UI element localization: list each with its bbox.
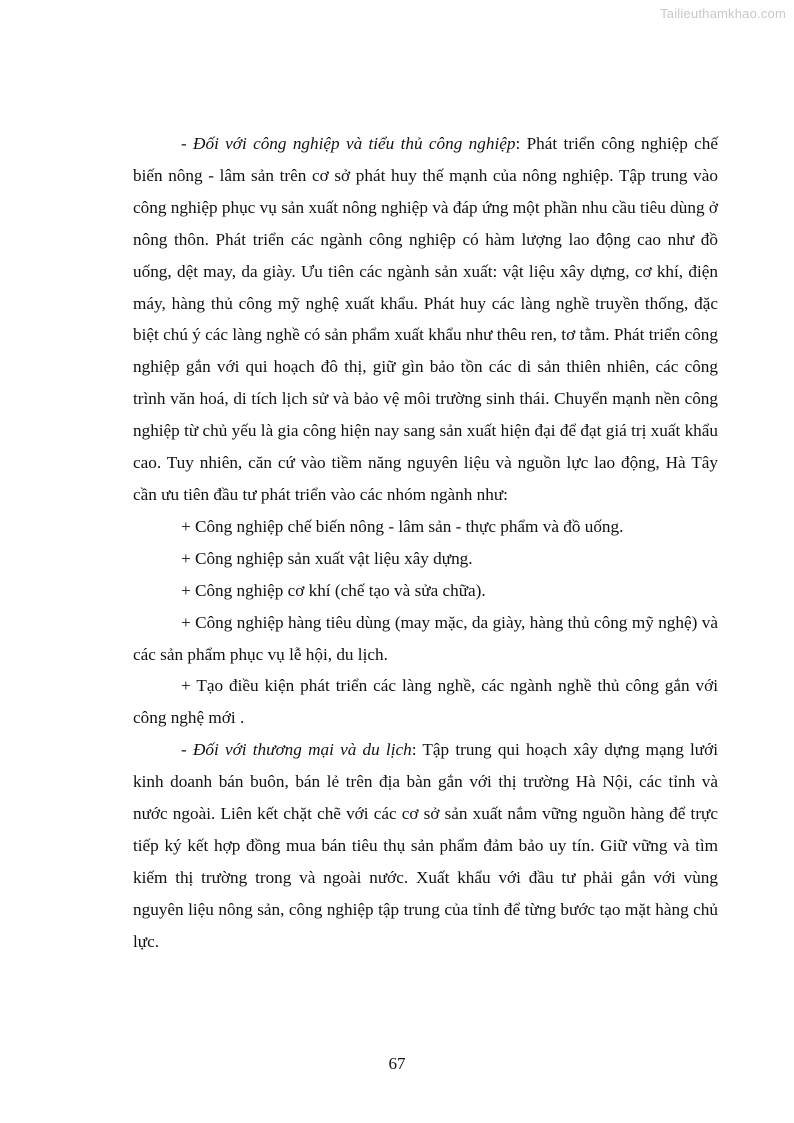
list-item-craft-villages	[133, 670, 718, 734]
paragraph-industry	[133, 128, 718, 511]
paragraph-lead-trade: - Đối với thương mại và du lịch	[181, 740, 412, 760]
list-item-text: + Công nghiệp chế biến nông - lâm sản - thực phẩm và đồ uống.	[181, 516, 624, 536]
page-number: 67	[388, 1054, 406, 1073]
paragraph-text: : Phát triển công nghiệp chế biến nông - lâm sản trên cơ sở phát huy thế mạnh của nông nghiệp. Tập trung vào công nghiệp phục vụ sản xuất nông nghiệp và đáp ứng một phần nhu cầu tiêu dùng ở nông thôn. Phát triển các ngành công nghiệp có hàm lượng lao động cao như đồ uống, dệt may, da giày. Ưu tiên các ngành sản xuất: vật liệu xây dựng, cơ khí, điện máy, hàng thủ công mỹ nghệ xuất khẩu. Phát huy các làng nghề truyền thống, đặc biệt chú ý các làng nghề có sản phẩm xuất khẩu như thêu ren, tơ tằm. Phát triển công nghiệp gắn với qui hoạch đô thị, giữ gìn bảo tồn các di sản thiên nhiên, các công trình văn hoá, di tích lịch sử và bảo vệ môi trường sinh thái. Chuyển mạnh nền công nghiệp từ chủ yếu là gia công hiện nay sang sản xuất hiện đại để đạt giá trị xuất khẩu cao. Tuy nhiên, căn cứ vào tiềm năng nguyên liệu và nguồn lực lao động, Hà Tây cần ưu tiên đầu tư phát triển vào các nhóm ngành như:	[133, 134, 719, 504]
paragraph-trade-tourism	[133, 734, 718, 957]
page-body	[133, 128, 718, 958]
list-item-text: + Công nghiệp hàng tiêu dùng (may mặc, da giày, hàng thủ công mỹ nghệ) và các sản phẩm phục vụ lễ hội, du lịch.	[133, 612, 718, 664]
list-item-consumer-goods	[133, 607, 718, 671]
list-item-processing	[133, 511, 718, 543]
list-item-text: + Tạo điều kiện phát triển các làng nghề, các ngành nghề thủ công gắn với công nghệ mới .	[133, 676, 718, 728]
watermark: Tailieuthamkhao.com	[660, 6, 786, 21]
list-item-text: + Công nghiệp cơ khí (chế tạo và sửa chữa).	[181, 580, 486, 600]
list-item-mechanical	[133, 575, 718, 607]
list-item-text: + Công nghiệp sản xuất vật liệu xây dựng.	[181, 548, 473, 568]
paragraph-lead-industry: - Đối với công nghiệp và tiểu thủ công nghiệp	[181, 134, 516, 153]
paragraph-text: : Tập trung qui hoạch xây dựng mạng lưới kinh doanh bán buôn, bán lẻ trên địa bàn gắn với thị trường Hà Nội, các tỉnh và nước ngoài. Liên kết chặt chẽ với các cơ sở sản xuất nắm vững nguồn hàng để trực tiếp ký kết hợp đồng mua bán tiêu thụ sản phẩm đảm bảo uy tín. Giữ vững và tìm kiếm thị trường trong và ngoài nước. Xuất khẩu với đầu tư phải gắn với vùng nguyên liệu nông sản, công nghiệp tập trung của tỉnh để từng bước tạo mặt hàng chủ lực.	[133, 740, 718, 951]
list-item-materials	[133, 543, 718, 575]
